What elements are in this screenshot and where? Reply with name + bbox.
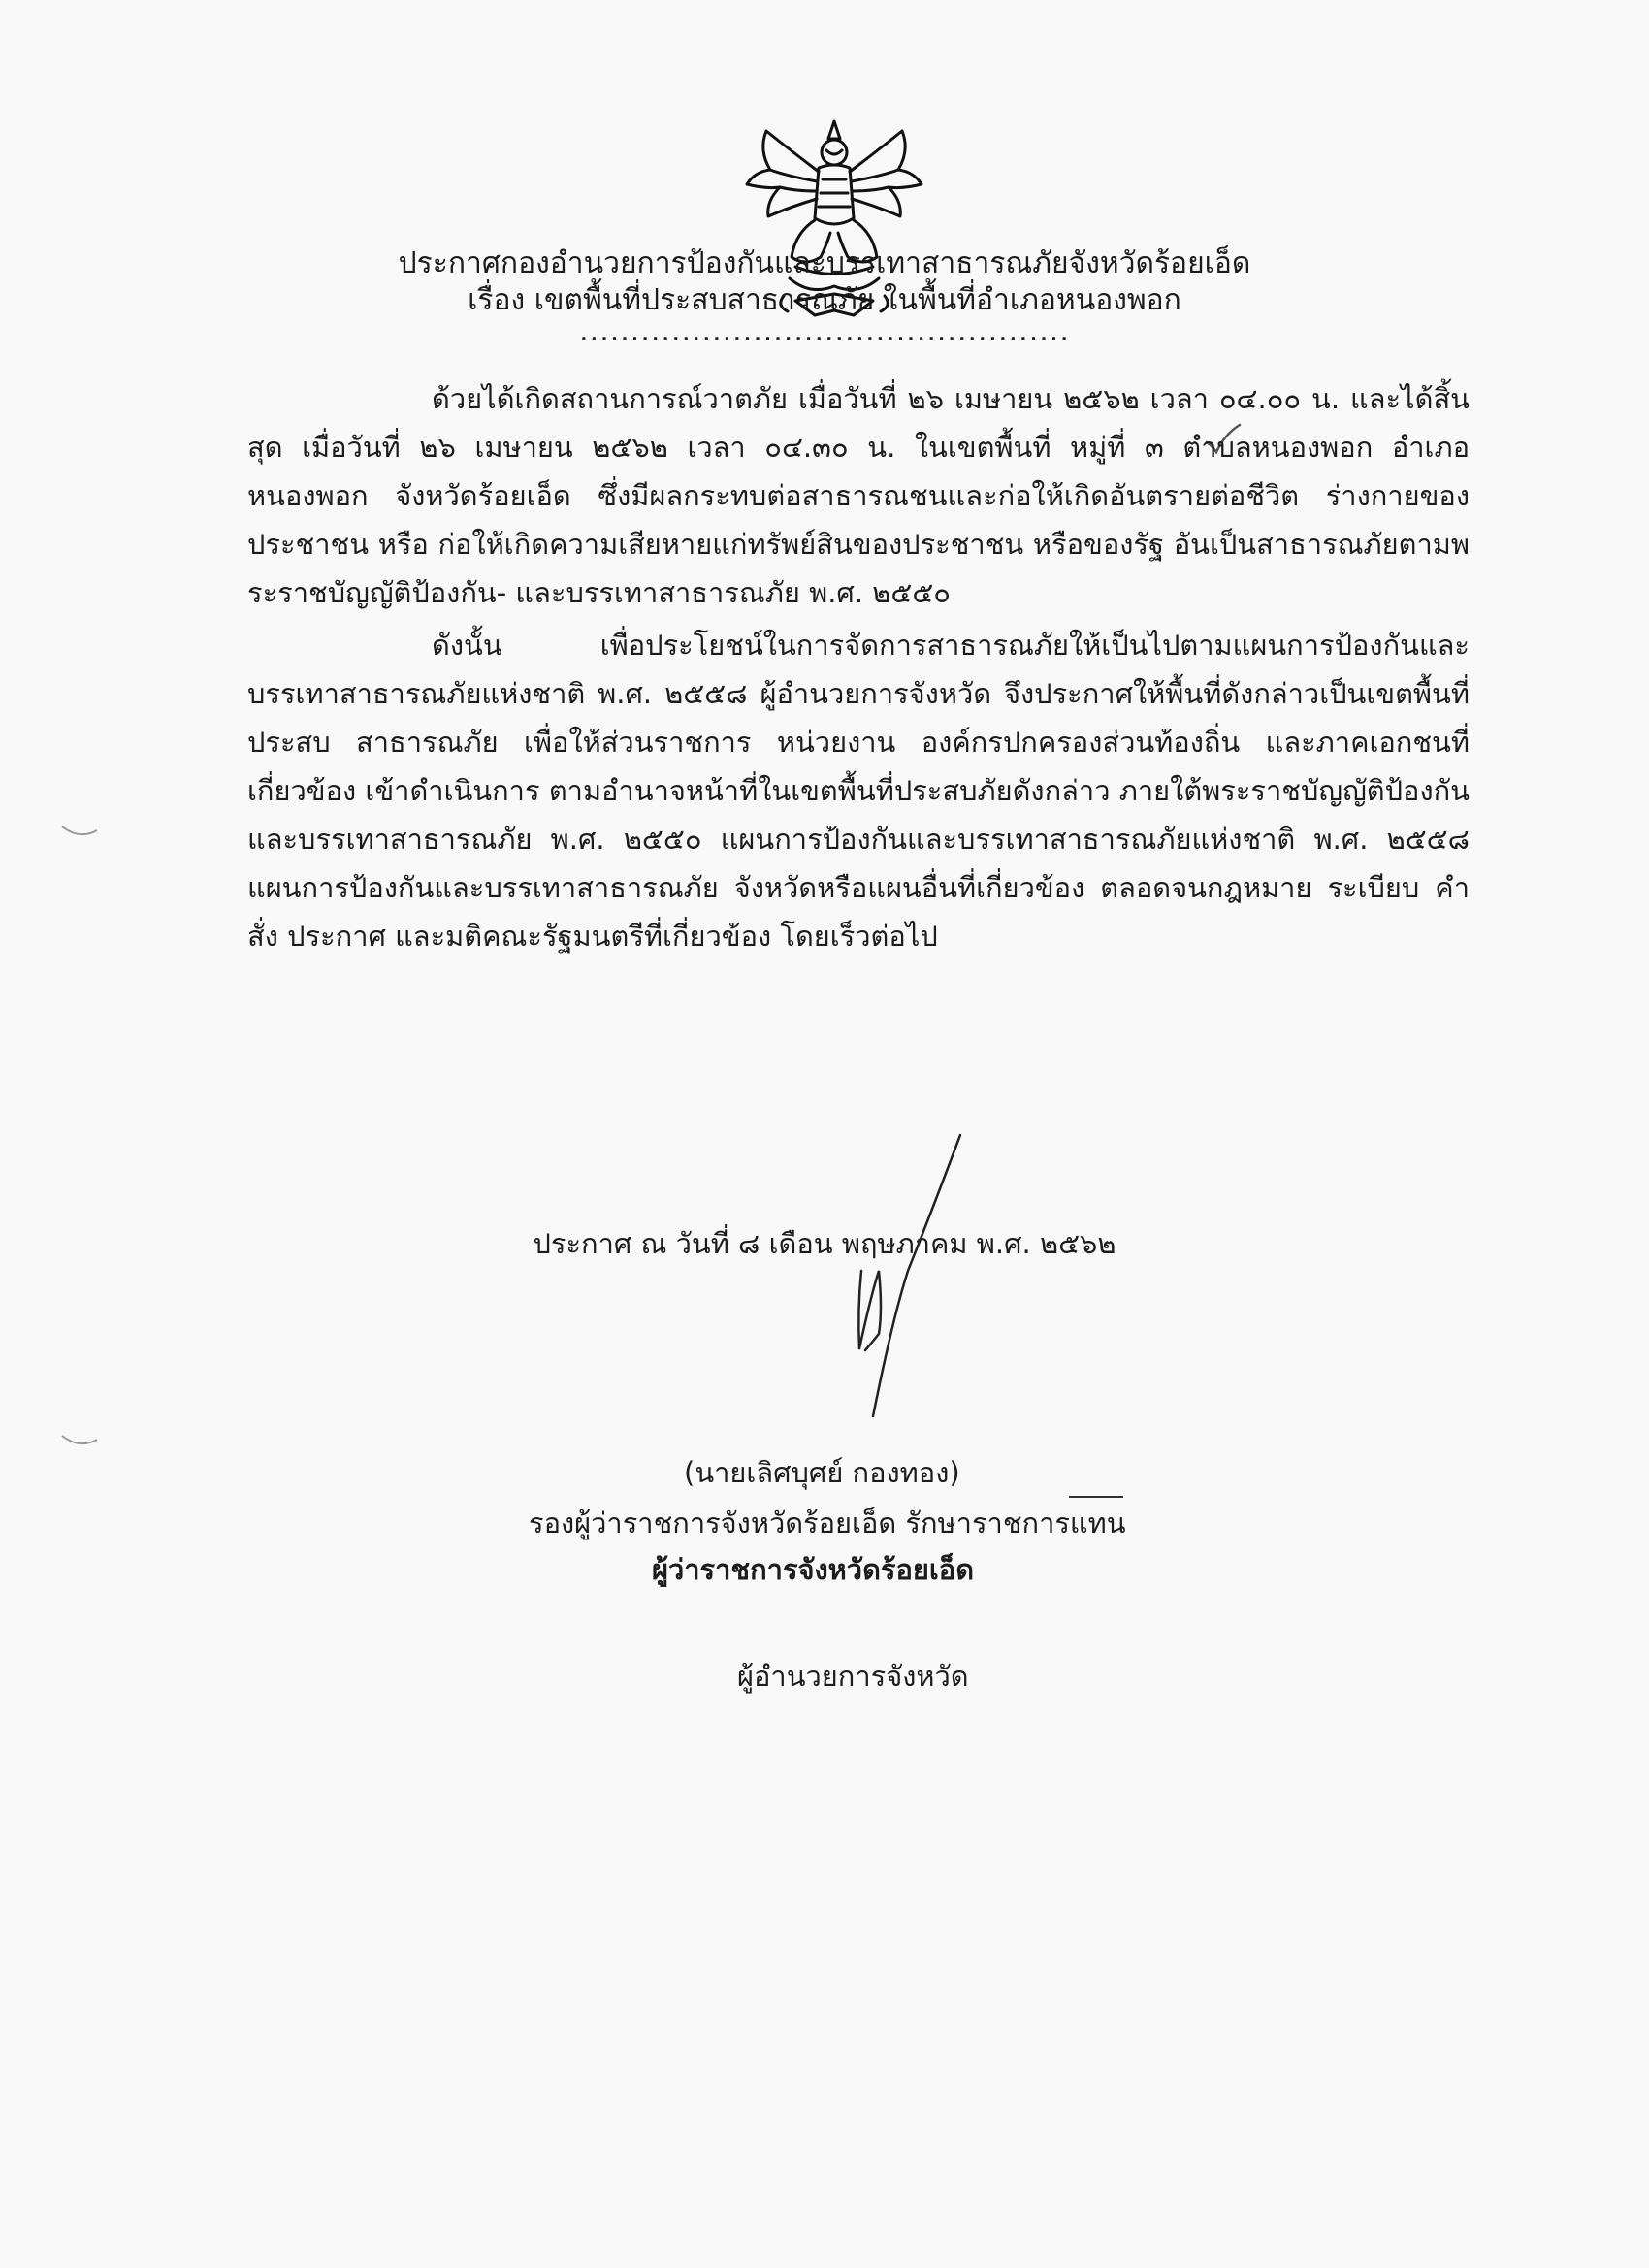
signatory-name: (นายเลิศบุศย์ กองทอง)	[684, 1456, 960, 1489]
body-paragraph-2	[247, 621, 1470, 960]
announcement-date: ประกาศ ณ วันที่ ๘ เดือน พฤษภาคม พ.ศ. ๒๕๖๒	[533, 1227, 1116, 1260]
punch-hole-mark	[60, 825, 99, 838]
paragraph-text: ดังนั้น เพื่อประโยชน์ในการจัดการสาธารณภัยให้เป็นไปตามแผนการป้องกันและ บรรเทาสาธารณภัยแห่งชาติ พ.ศ. ๒๕๕๘ ผู้อำนวยการจังหวัด จึงประกาศให้พื้นที่ดังกล่าวเป็นเขตพื้นที่ประสบ สาธารณภัย เพื่อให้ส่วนราชการ หน่วยงาน องค์กรปกครองส่วนท้องถิ่น และภาคเอกชนที่เกี่ยวข้อง เข้าดำเนินการ ตามอำนาจหน้าที่ในเขตพื้นที่ประสบภัยดังกล่าว ภายใต้พระราชบัญญัติป้องกันและบรรเทาสาธารณภัย พ.ศ. ๒๕๕๐ แผนการป้องกันและบรรเทาสาธารณภัยแห่งชาติ พ.ศ. ๒๕๕๘ แผนการป้องกันและบรรเทาสาธารณภัย จังหวัดหรือแผนอื่นที่เกี่ยวข้อง ตลอดจนกฎหมาย ระเบียบ คำสั่ง ประกาศ และมติคณะรัฐมนตรีที่เกี่ยวข้อง โดยเร็วต่อไป	[247, 629, 1470, 953]
punch-hole-mark	[60, 1434, 99, 1447]
announcement-title: ประกาศกองอำนวยการป้องกันและบรรเทาสาธารณภัยจังหวัดร้อยเอ็ด	[398, 246, 1251, 280]
signature-overline	[1067, 1494, 1125, 1500]
handwritten-signature	[815, 1125, 970, 1445]
paragraph-text: ด้วยได้เกิดสถานการณ์วาตภัย เมื่อวันที่ ๒๖ เมษายน ๒๕๖๒ เวลา ๐๔.๐๐ น. และได้สิ้นสุด เมื่อวันที่ ๒๖ เมษายน ๒๕๖๒ เวลา ๐๔.๓๐ น. ในเขตพื้นที่ หมู่ที่ ๓ ตำบลหนองพอก อำเภอหนองพอก จังหวัดร้อยเอ็ด ซึ่งมีผลกระทบต่อสาธารณชนและก่อให้เกิดอันตรายต่อชีวิต ร่างกายของประชาชน หรือ ก่อให้เกิดความเสียหายแก่ทรัพย์สินของประชาชน หรือของรัฐ อันเป็นสาธารณภัยตามพระราชบัญญัติป้องกัน- และบรรเทาสาธารณภัย พ.ศ. ๒๕๕๐	[247, 382, 1470, 609]
governor-title: ผู้ว่าราชการจังหวัดร้อยเอ็ด	[652, 1553, 975, 1586]
signatory-role: ผู้อำนวยการจังหวัด	[737, 1660, 969, 1693]
signatory-position: รองผู้ว่าราชการจังหวัดร้อยเอ็ด รักษาราชการแทน	[529, 1507, 1126, 1539]
announcement-subject: เรื่อง เขตพื้นที่ประสบสาธารณภัย ในพื้นที่อำเภอหนองพอก	[468, 283, 1181, 317]
body-paragraph-1	[247, 374, 1470, 617]
heading-separator: ................................................	[579, 314, 1070, 348]
